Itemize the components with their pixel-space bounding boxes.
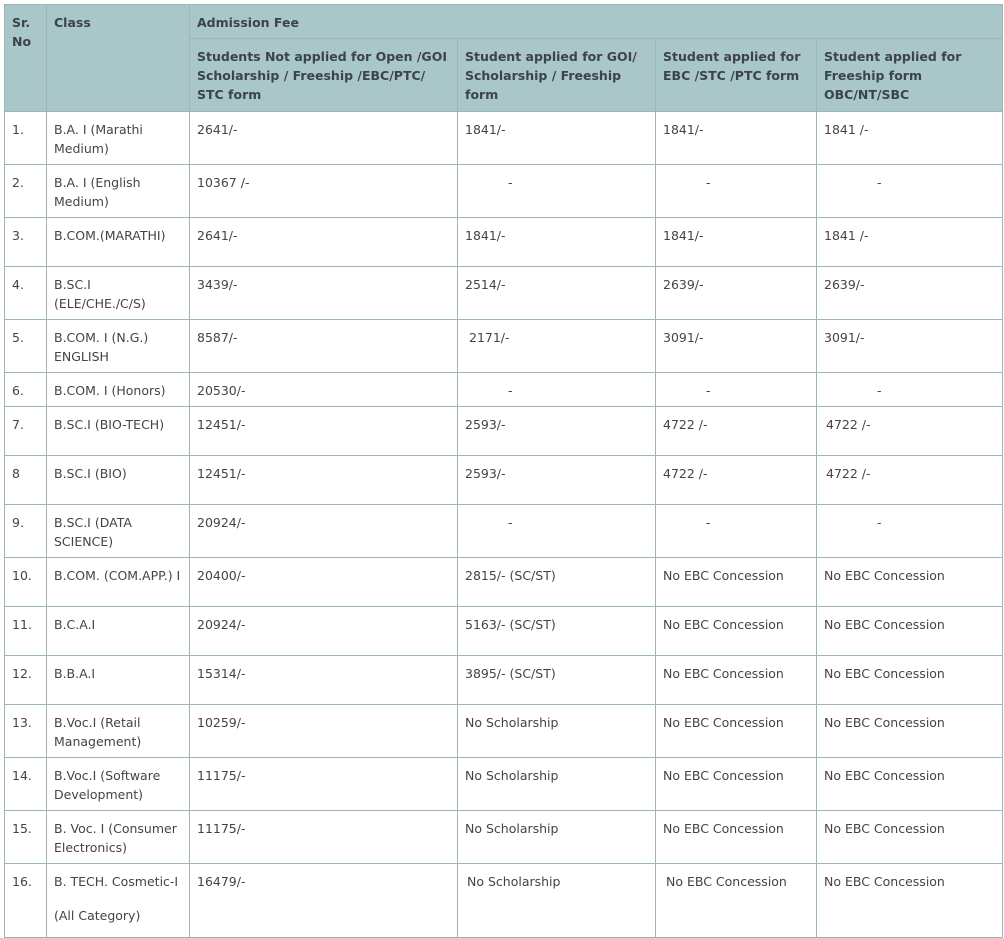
header-class: Class — [47, 5, 190, 112]
fee-open-cell: 10259/- — [190, 705, 458, 758]
fee-goi-cell: No Scholarship — [458, 705, 656, 758]
class-cell: B. Voc. I (Consumer Electronics) — [47, 811, 190, 864]
fee-open-cell: 2641/- — [190, 218, 458, 267]
table-row — [5, 811, 1003, 864]
class-cell: B.COM. I (N.G.) ENGLISH — [47, 320, 190, 373]
sr-no-cell: 5. — [5, 320, 47, 373]
sr-no-cell: 14. — [5, 758, 47, 811]
sr-no-cell: 9. — [5, 505, 47, 558]
fee-obc-cell: 4722 /- — [817, 456, 1003, 505]
table-row — [5, 864, 1003, 938]
table-row — [5, 218, 1003, 267]
sr-no-cell: 4. — [5, 267, 47, 320]
admission-fee-table — [4, 4, 1003, 938]
fee-goi-cell: 2593/- — [458, 456, 656, 505]
fee-open-cell: 11175/- — [190, 758, 458, 811]
fee-open-cell: 2641/- — [190, 112, 458, 165]
fee-goi-cell: - — [458, 505, 656, 558]
fee-goi-cell: 1841/- — [458, 218, 656, 267]
fee-open-cell: 8587/- — [190, 320, 458, 373]
fee-obc-cell: - — [817, 165, 1003, 218]
fee-ebc-cell: No EBC Concession — [656, 558, 817, 607]
sr-no-cell: 13. — [5, 705, 47, 758]
fee-ebc-cell: No EBC Concession — [656, 811, 817, 864]
table-row — [5, 112, 1003, 165]
class-cell: B.COM. I (Honors) — [47, 373, 190, 407]
class-cell: B.C.A.I — [47, 607, 190, 656]
fee-obc-cell: 1841 /- — [817, 218, 1003, 267]
header-ebc-stc-ptc: Student applied for EBC /STC /PTC form — [656, 39, 817, 112]
fee-obc-cell: 3091/- — [817, 320, 1003, 373]
table-row — [5, 607, 1003, 656]
fee-ebc-cell: 4722 /- — [656, 456, 817, 505]
fee-ebc-cell: 1841/- — [656, 112, 817, 165]
sr-no-cell: 11. — [5, 607, 47, 656]
table-row — [5, 656, 1003, 705]
sr-no-cell: 8 — [5, 456, 47, 505]
fee-ebc-cell: 2639/- — [656, 267, 817, 320]
fee-ebc-cell: - — [656, 373, 817, 407]
header-sr-no: Sr. No — [5, 5, 47, 112]
table-row — [5, 705, 1003, 758]
class-cell: B.COM.(MARATHI) — [47, 218, 190, 267]
fee-goi-cell: No Scholarship — [458, 758, 656, 811]
fee-open-cell: 20924/- — [190, 505, 458, 558]
fee-obc-cell: 4722 /- — [817, 407, 1003, 456]
fee-goi-cell: 2514/- — [458, 267, 656, 320]
fee-goi-cell: 2171/- — [458, 320, 656, 373]
class-name: B. TECH. Cosmetic-I — [54, 874, 179, 889]
fee-ebc-cell: 3091/- — [656, 320, 817, 373]
table-row — [5, 407, 1003, 456]
fee-obc-cell: No EBC Concession — [817, 811, 1003, 864]
class-cell: B.A. I (Marathi Medium) — [47, 112, 190, 165]
class-cell: B.A. I (English Medium) — [47, 165, 190, 218]
fee-ebc-cell: No EBC Concession — [656, 607, 817, 656]
fee-obc-cell: - — [817, 373, 1003, 407]
header-admission-fee: Admission Fee — [190, 5, 1003, 39]
fee-obc-cell: 2639/- — [817, 267, 1003, 320]
fee-ebc-cell: No EBC Concession — [656, 656, 817, 705]
fee-ebc-cell: No EBC Concession — [656, 864, 817, 938]
fee-obc-cell: No EBC Concession — [817, 864, 1003, 938]
fee-open-cell: 20924/- — [190, 607, 458, 656]
class-cell: B.SC.I (BIO-TECH) — [47, 407, 190, 456]
fee-ebc-cell: - — [656, 165, 817, 218]
fee-ebc-cell: No EBC Concession — [656, 705, 817, 758]
fee-open-cell: 12451/- — [190, 407, 458, 456]
sr-no-cell: 7. — [5, 407, 47, 456]
fee-goi-cell: 1841/- — [458, 112, 656, 165]
table-row — [5, 558, 1003, 607]
fee-open-cell: 15314/- — [190, 656, 458, 705]
class-cell: B.SC.I (DATA SCIENCE) — [47, 505, 190, 558]
table-row — [5, 267, 1003, 320]
sr-no-cell: 16. — [5, 864, 47, 938]
fee-obc-cell: No EBC Concession — [817, 607, 1003, 656]
fee-obc-cell: 1841 /- — [817, 112, 1003, 165]
fee-obc-cell: - — [817, 505, 1003, 558]
fee-ebc-cell: - — [656, 505, 817, 558]
fee-open-cell: 12451/- — [190, 456, 458, 505]
class-cell: B.SC.I (BIO) — [47, 456, 190, 505]
fee-ebc-cell: 1841/- — [656, 218, 817, 267]
fee-open-cell: 20530/- — [190, 373, 458, 407]
fee-goi-cell: - — [458, 165, 656, 218]
sr-no-cell: 3. — [5, 218, 47, 267]
fee-goi-cell: 2593/- — [458, 407, 656, 456]
fee-obc-cell: No EBC Concession — [817, 705, 1003, 758]
header-freeship-obc: Student applied for Freeship form OBC/NT/SBC — [817, 39, 1003, 112]
sr-no-cell: 6. — [5, 373, 47, 407]
class-cell: B.COM. (COM.APP.) I — [47, 558, 190, 607]
class-note: (All Category) — [54, 908, 141, 923]
class-cell: B.SC.I (ELE/CHE./C/S) — [47, 267, 190, 320]
fee-ebc-cell: 4722 /- — [656, 407, 817, 456]
fee-goi-cell: 3895/- (SC/ST) — [458, 656, 656, 705]
fee-open-cell: 10367 /- — [190, 165, 458, 218]
class-cell: B.Voc.I (Retail Management) — [47, 705, 190, 758]
fee-goi-cell: 2815/- (SC/ST) — [458, 558, 656, 607]
table-row — [5, 505, 1003, 558]
class-cell: B.Voc.I (Software Development) — [47, 758, 190, 811]
table-row — [5, 456, 1003, 505]
fee-open-cell: 11175/- — [190, 811, 458, 864]
fee-goi-cell: No Scholarship — [458, 864, 656, 938]
fee-open-cell: 20400/- — [190, 558, 458, 607]
sr-no-cell: 1. — [5, 112, 47, 165]
fee-obc-cell: No EBC Concession — [817, 558, 1003, 607]
table-row — [5, 373, 1003, 407]
sr-no-cell: 12. — [5, 656, 47, 705]
header-goi-scholarship: Student applied for GOI/ Scholarship / Freeship form — [458, 39, 656, 112]
table-row — [5, 320, 1003, 373]
fee-open-cell: 16479/- — [190, 864, 458, 938]
class-cell — [47, 864, 190, 938]
table-row — [5, 165, 1003, 218]
fee-goi-cell: 5163/- (SC/ST) — [458, 607, 656, 656]
class-cell: B.B.A.I — [47, 656, 190, 705]
sr-no-cell: 10. — [5, 558, 47, 607]
fee-goi-cell: No Scholarship — [458, 811, 656, 864]
fee-obc-cell: No EBC Concession — [817, 656, 1003, 705]
fee-obc-cell: No EBC Concession — [817, 758, 1003, 811]
header-not-applied: Students Not applied for Open /GOI Scholarship / Freeship /EBC/PTC/ STC form — [190, 39, 458, 112]
fee-open-cell: 3439/- — [190, 267, 458, 320]
fee-ebc-cell: No EBC Concession — [656, 758, 817, 811]
sr-no-cell: 2. — [5, 165, 47, 218]
table-row — [5, 758, 1003, 811]
fee-goi-cell: - — [458, 373, 656, 407]
sr-no-cell: 15. — [5, 811, 47, 864]
